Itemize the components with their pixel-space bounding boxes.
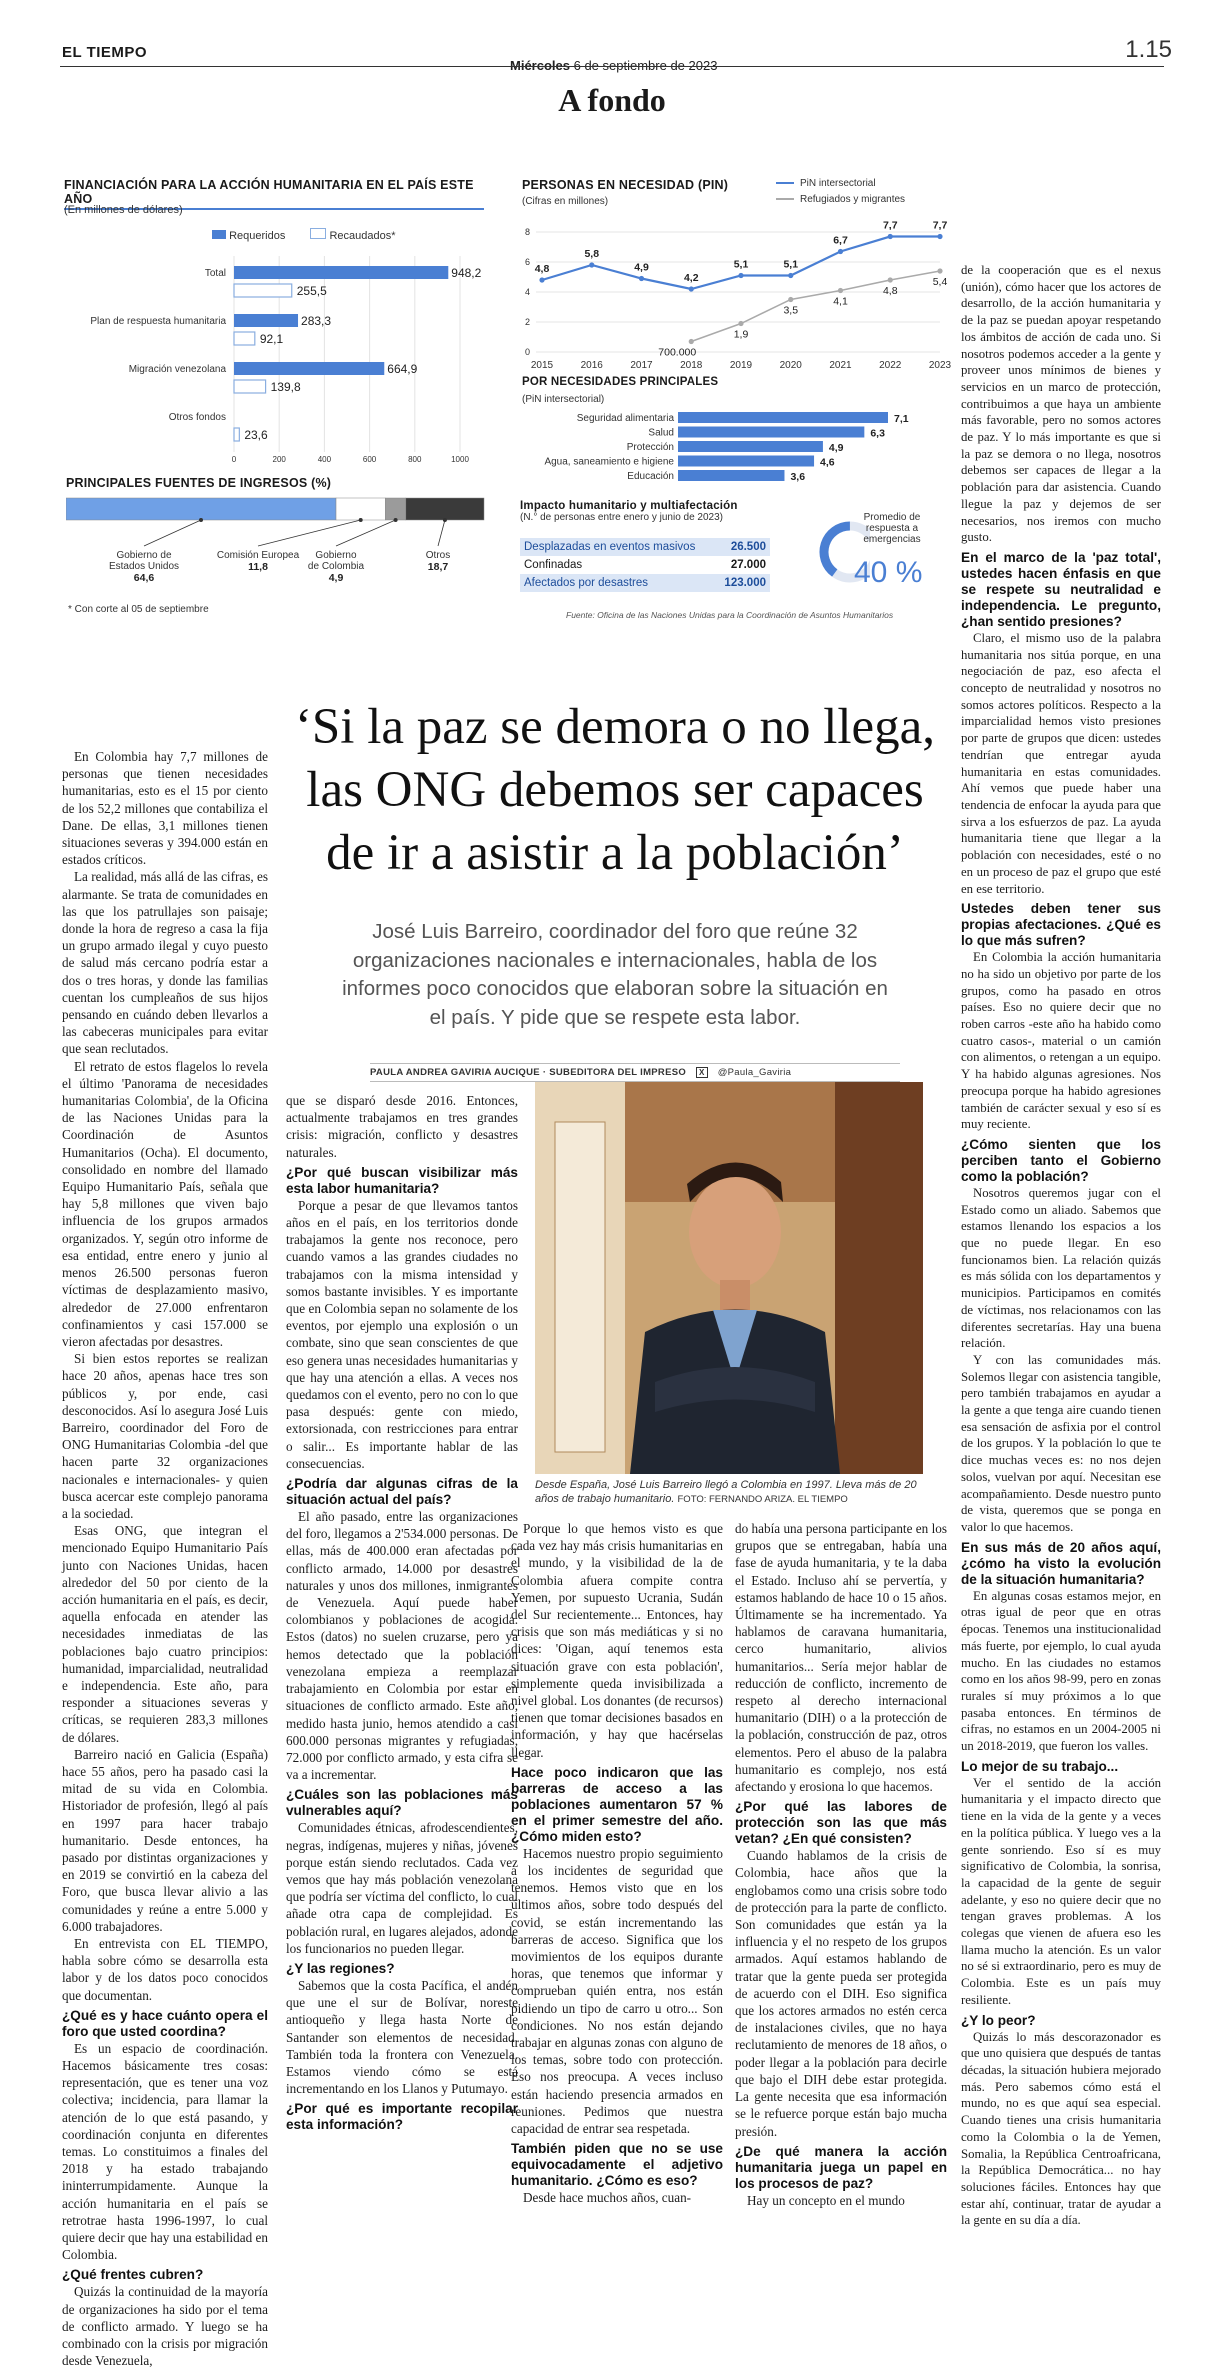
tick-label: 200 xyxy=(272,455,286,464)
article-column-4 xyxy=(735,1520,947,2209)
income-label: Gobierno de xyxy=(116,550,172,561)
need-bar xyxy=(678,412,888,423)
funding-legend xyxy=(212,228,396,242)
question: ¿Y lo peor? xyxy=(961,2012,1036,2028)
tick-label: 1000 xyxy=(451,455,469,464)
y-tick-label: 8 xyxy=(524,227,530,237)
source-note: Fuente: Oficina de las Naciones Unidas para la Coordinación de Asuntos Humanitarios xyxy=(566,610,894,620)
paragraph: Claro, el mismo uso de la palabra humanitaria nos sitúa porque, en una negociación de paz, eso afecta el concepto de neutralidad y nosotros no somos actores políticos. Respecto a la imparcialidad hemos visto presiones por parte de grupos que dicen: ustedes tendrían que entregar ayuda humanitaria en estas comunidades. Ahí vemos que puede haber una tendencia de enfocar la ayuda para que sirva a los esfuerzos de paz. La ayuda humanitaria tiene que llegar a la población con necesidades, esté o no en un proceso de paz el grupo que esté en ese territorio. xyxy=(961,630,1161,896)
legend-migr xyxy=(776,192,905,208)
data-label: 4,8 xyxy=(534,263,550,275)
y-tick-label: 4 xyxy=(524,287,530,297)
data-point xyxy=(738,321,743,326)
data-point xyxy=(689,286,694,291)
question: ¿Por qué buscan visibilizar más esta labor humanitaria? xyxy=(286,1164,518,1196)
data-point xyxy=(888,234,893,239)
paragraph: En entrevista con EL TIEMPO, habla sobre cómo se desarrolla esta labor y de los datos poco conocidos que documentan. xyxy=(62,1936,268,2003)
question: En sus más de 20 años aquí, ¿cómo ha visto la evolución de la situación humanitaria? xyxy=(961,1539,1161,1587)
x-tick-label: 2015 xyxy=(530,360,554,371)
data-label: 3,6 xyxy=(790,471,806,483)
data-point xyxy=(937,268,942,273)
pin-subtitle: (Cifras en millones) xyxy=(522,196,609,207)
income-label: Estados Unidos xyxy=(108,561,180,572)
funding-subtitle: (En millones de dólares) xyxy=(64,204,183,216)
x-tick-label: 2022 xyxy=(879,360,902,371)
caption-text: Desde España, José Luis Barreiro llegó a Colombia en 1997. Lleva más de 20 años de trabajo humanitario. xyxy=(535,1479,917,1505)
x-tick-label: 2019 xyxy=(729,360,753,371)
question: ¿Qué frentes cubren? xyxy=(62,2267,204,2283)
pin-title: PERSONAS EN NECESIDAD (PIN) xyxy=(522,178,729,192)
byline-author: PAULA ANDREA GAVIRIA AUCIQUE · SUBEDITORA DEL IMPRESO xyxy=(370,1067,687,1078)
data-label: 92,1 xyxy=(259,332,284,346)
series-line xyxy=(691,271,940,342)
leader-line xyxy=(438,520,445,546)
date-rest: 6 de septiembre de 2023 xyxy=(573,58,718,73)
need-bar xyxy=(678,427,864,438)
x-tick-label: 2021 xyxy=(829,360,852,371)
funding-title: FINANCIACIÓN PARA LA ACCIÓN HUMANITARIA EN EL PAÍS ESTE AÑO xyxy=(64,178,484,210)
bar-recaudados xyxy=(234,284,292,297)
leader-dot xyxy=(199,518,203,522)
data-label: 5,1 xyxy=(783,258,799,271)
question: ¿Y las regiones? xyxy=(286,1960,395,1976)
paragraph: Nosotros queremos jugar con el Estado como un aliado. Sabemos que estamos llenando los espacios a los que no puede llegar. En eso funcionamos bien. La relación quizás es más sólida con los departamentos y municipios. Participamos en comités de víctimas, nos relacionamos con las diferentes secretarías. Hay una buena relación. xyxy=(961,1185,1161,1351)
data-point xyxy=(539,277,544,282)
data-point xyxy=(689,339,694,344)
impact-title: Impacto humanitario y multiafectación xyxy=(520,500,738,512)
income-value: 64,6 xyxy=(133,572,155,584)
data-label: 664,9 xyxy=(387,362,418,376)
income-segment xyxy=(406,498,484,520)
impact-row xyxy=(520,538,770,556)
legend-pin xyxy=(776,176,905,192)
paragraph: Hacemos nuestro propio seguimiento a los incidentes de seguridad que tenemos. Hemos visto que en los últimos años, sobre todo después del covid, se están incrementando las barreras de acceso. Significa que los movimientos de los equipos durante horas, que tenemos que informar y comprueban quién entra, nos están pidiendo un tipo de carro u otro... Son condiciones. No nos están dejando trabajar en algunas zonas con alguno de los temas, sobre todo con protección. Eso nos preocupa. A veces incluso están haciendo presencia armados en reuniones. Pedimos que nuestra capacidad de entrar sea respetada. xyxy=(511,1845,723,2137)
question: Lo mejor de su trabajo... xyxy=(961,1758,1119,1774)
need-label: Educación xyxy=(627,471,674,482)
data-label: 5,8 xyxy=(584,248,600,260)
pin-legend xyxy=(776,176,905,208)
need-bar xyxy=(678,470,784,481)
data-label: 948,2 xyxy=(451,266,482,280)
legend-rec-label: Recaudados* xyxy=(329,230,396,242)
need-bar xyxy=(678,441,823,452)
y-tick-label: 0 xyxy=(524,347,530,357)
data-point xyxy=(589,262,594,267)
question: Hace poco indicaron que las barreras de acceso a las poblaciones aumentaron 57 % en el primer semestre del año. ¿Cómo miden esto? xyxy=(511,1764,723,1844)
category-label: Otros fondos xyxy=(168,412,226,423)
question: En el marco de la 'paz total', ustedes hacen énfasis en que se respete su neutralidad e independencia. Le pregunto, ¿han sentido presiones? xyxy=(961,549,1161,629)
paragraph: do había una persona participante en los grupos que se entregaban, había una fase de ayuda humanitaria, y te la daba el Estado. Incluso ahí se pervertía, y estamos hablando de hace 10 o 15 años. Últimamente se ha incrementado. Ya hablamos de caravana humanitaria, cerco humanitario, alivios humanitarios... Sería mejor hablar de reducción de conflicto, incremento de respeto al derecho internacional humanitario (DIH) o a la protección de la población, construcción de paz, otros elementos. Pero el abuso de la palabra humanitario es complejo, nos está afectando y erosiona lo que hacemos. xyxy=(735,1521,947,1795)
paragraph: Porque lo que hemos visto es que cada vez hay más crisis humanitarias en el mundo, y la visibilidad de la de Colombia afuera compite contra Yemen, por supuesto Ucrania, Sudán del Sur recientemente... Entonces, hay crisis que son más mediáticas y si no dices: 'Oigan, aquí tenemos esta situación grave con esta población', simplemente queda invisibilizada a nivel global. Los donantes (de recursos) tienen que tomar decisiones basados en información, y hay que hacérselas llegar. xyxy=(511,1521,723,1760)
data-label: 7,1 xyxy=(894,413,909,425)
article-column-1 xyxy=(62,748,268,2369)
paragraph: Barreiro nació en Galicia (España) hace 55 años, pero ha pasado casi la mitad de su vida en Colombia. Historiador de profesión, llegó al país en 1997 para hacer trabajo humanitario. Desde entonces, ha pasado por distintas organizaciones y en 2019 se convirtió en la cabeza del Foro, que busca llevar alivio a las comunidades y reúne a entre 5.000 y 6.000 trabajadores. xyxy=(62,1746,268,1934)
byline-handle: @Paula_Gaviria xyxy=(717,1067,792,1078)
data-label: 255,5 xyxy=(296,284,327,298)
impact-row-value: 27.000 xyxy=(730,559,766,571)
data-label: 6,7 xyxy=(833,234,848,247)
paragraph: Quizás lo más descorazonador es que uno quisiera que después de tantas décadas, la situación hubiera mejorado más. Pero sabemos cómo está el mundo, no es que aquí sea especial. Cuando tienes una crisis humanitaria como la Colombia o la de Yemen, Somalia, la República Centroafricana, la República Democrática... no hay soluciones fáciles. Entonces hay que estar ahí, continuar, tratar de ayudar a la gente en su día a día. xyxy=(961,2029,1161,2228)
paragraph: Es un espacio de coordinación. Hacemos básicamente tres cosas: representación, que es tener una voz colectiva; incidencia, para llamar la atención de lo que está pasando, y coordinación conjunta en diferentes temas. Lo constituimos a finales del 2018 y ha estado trabajando ininterrumpidamente. Aunque la acción humanitaria en el país se retrotrae hasta 1996-1997, lo cual quiere decir que hay una estabilidad en Colombia. xyxy=(62,2040,268,2263)
data-label: 4,9 xyxy=(828,442,844,454)
paragraph: de la cooperación que es el nexus (unión), cómo hacer que los actores de desarrollo, de la acción humanitaria y de la paz se puedan apoyar respetando los ámbitos de acción de cada uno. Si nosotros podemos acceder a la gente y proveer unos mínimos de bienes y servicios en un marco de protección, contribuimos a que haya un ambiente más favorable, pero no somos actores de paz. Y lo más importante es que si la paz se demora o no llega, nosotros debemos ser capaces de llegar a la población para dar asistencia. Cuando llegue la paz y dejemos de ser necesarios, nos iremos con mucho gusto. xyxy=(961,263,1161,545)
data-label: 4,9 xyxy=(634,261,649,274)
question: ¿Qué es y hace cuánto opera el foro que usted coordina? xyxy=(62,2007,268,2039)
income-title: PRINCIPALES FUENTES DE INGRESOS (%) xyxy=(66,476,332,490)
funding-footnote: * Con corte al 05 de septiembre xyxy=(68,604,209,615)
question: ¿Por qué las labores de protección son las que más vetan? ¿En qué consisten? xyxy=(735,1799,947,1847)
income-label: Otros xyxy=(425,550,451,561)
data-label: 4,1 xyxy=(833,295,848,308)
data-point xyxy=(788,297,793,302)
x-tick-label: 2018 xyxy=(680,360,703,371)
leader-dot xyxy=(394,518,398,522)
income-chart xyxy=(66,494,496,604)
data-label: 4,6 xyxy=(820,456,835,469)
data-point xyxy=(888,277,893,282)
data-label: 5,4 xyxy=(932,276,948,288)
x-tick-label: 2023 xyxy=(928,360,952,371)
section-title: A fondo xyxy=(558,82,666,118)
bar-requeridos xyxy=(234,362,384,375)
income-segment xyxy=(336,498,385,520)
portrait-photo xyxy=(535,1082,923,1474)
paragraph: El año pasado, entre las organizaciones del foro, llegamos a 2'534.000 personas. De ellas, más de 400.000 eran afectadas por conflicto armado, 14.000 por desastres naturales y unos dos millones, inmigrantes de Venezuela. Aquí puede haber colombianos y poblaciones de acogida. Estos (datos) no suelen cruzarse, pero ya hemos detectado que la población venezolana empieza a reemplazar trabajamiento en Colombia por estar en situaciones de conflicto armado. Este año, medido hasta junio, hemos atendido a casi 600.000 personas migrantes y refugiadas, 72.000 por conflicto armado, y esta cifra se va a incrementar. xyxy=(286,1509,518,1783)
impact-row-value: 123.000 xyxy=(724,577,766,589)
income-label: Gobierno xyxy=(315,550,357,561)
brand-name: EL TIEMPO xyxy=(62,44,148,61)
income-segment xyxy=(66,498,336,520)
income-value: 4,9 xyxy=(328,572,344,584)
byline xyxy=(370,1063,900,1082)
gauge-fill xyxy=(824,526,850,573)
leader-line xyxy=(144,520,201,546)
data-label: 7,7 xyxy=(932,219,948,232)
impact-subtitle: (N.° de personas entre enero y junio de 2023) xyxy=(520,512,724,523)
paragraph: Si bien estos reportes se realizan hace 20 años, apenas hace tres son públicos y, por ende, casi desconocidos. Así lo asegura José Luis Barreiro, coordinador del Foro de ONG Humanitarias Colombia -del que hacen parte 32 organizaciones nacionales e internacionales- y quien busca acercar este complejo panorama a la sociedad. xyxy=(62,1351,268,1521)
gauge-title: Promedio de respuesta a emergencias xyxy=(863,512,921,545)
paragraph: Comunidades étnicas, afrodescendientes, negras, indígenas, mujeres y niñas, jóvenes porque están siendo reclutados. Cada vez vemos que hay más población venezolana que podría ser víctima del conflicto, lo cual añade otra capa de complejidad. Es población rural, en lugares alejados, adonde los funcionarios no pueden llegar. xyxy=(286,1820,518,1956)
paragraph: En algunas cosas estamos mejor, en otras igual de peor que en otras épocas. Tenemos una institucionalidad más fuerte, por ejemplo, lo cual ayuda mucho. En las ciudades no estamos como en los años 98-99, pero en zonas rurales sí muy próximos a lo que pasaba entonces. En términos de cifras, no estamos en un 2004-2005 ni un 2018-2019, que fueron los valles. xyxy=(961,1588,1161,1754)
impact-row xyxy=(520,556,770,574)
paragraph: que se disparó desde 2016. Entonces, actualmente trabajamos en tres grandes crisis: migración, conflicto y desastres naturales. xyxy=(286,1093,518,1160)
photo-caption xyxy=(535,1478,927,1507)
legend-pin-line xyxy=(776,182,794,184)
tick-label: 0 xyxy=(231,455,237,464)
paragraph: Hay un concepto en el mundo xyxy=(747,2192,905,2208)
paragraph: Esas ONG, que integran el mencionado Equipo Humanitario País junto con Naciones Unidas, hacen alrededor del 50 por ciento de la acción humanitaria en el país, es decir, aquella enfocada en atender las necesidades inmediatas de las poblaciones bajo cuatro principios: humanidad, imparcialidad, neutralidad e independencia. Este año, para responder a situaciones severas y críticas, se requieren 283,3 millones de dólares. xyxy=(62,1523,268,1745)
category-label: Plan de respuesta humanitaria xyxy=(90,316,226,327)
page-number: 1.15 xyxy=(1125,36,1172,63)
legend-migr-line xyxy=(776,198,794,200)
bar-recaudados xyxy=(234,428,239,441)
bar-recaudados xyxy=(234,332,255,345)
gauge-value: 40 % xyxy=(854,556,923,589)
data-point xyxy=(937,234,942,239)
legend-rec-swatch xyxy=(310,228,326,239)
data-label: 283,3 xyxy=(301,314,332,328)
data-label: 4,8 xyxy=(882,285,898,297)
headline: ‘Si la paz se demora o no llega, las ONG debemos ser capaces de ir a asistir a la población’ xyxy=(294,699,936,881)
category-label: Total xyxy=(204,268,226,279)
pin-chart xyxy=(520,212,960,372)
data-point xyxy=(838,288,843,293)
data-label: 4,2 xyxy=(683,272,699,284)
paragraph: Y con las comunidades más. Solemos llegar con asistencia tangible, pero también trabajamos en ayudar a la gente a que tenga aire cuando tienen esa sensación de asfixia por el control de los grupos. Y la población lo que te dice muchas veces es: no nos dejen solos, vuelvan por aquí. Necesitan ese acompañamiento. Desde nuestro punto de vista, queremos que se ponga en valor lo que hacemos. xyxy=(961,1352,1161,1534)
paragraph: Porque a pesar de que llevamos tantos años en el país, en los territorios donde trabajamos la gente nos reconoce, pero cuando vamos a las grandes ciudades no trabajamos con la misma intensidad y somos bastante invisibles. Y es importante que en Colombia sepan no solamente de los eventos, por ejemplo una explosión o un combate, sino que sean conscientes de que eso genera unas necesidades humanitarias y que hay una atención a ellas. A veces nos quedamos con el evento, pero no con lo que pasa después: gente con miedo, extorsionada, con restricciones para entrar o salir... Es importante hablar de las consecuencias. xyxy=(286,1197,518,1471)
x-tick-label: 2020 xyxy=(779,360,802,371)
data-point xyxy=(838,249,843,254)
paragraph: Desde hace muchos años, cuan- xyxy=(523,2190,692,2206)
impact-row-label: Confinadas xyxy=(524,559,583,571)
need-label: Agua, saneamiento e higiene xyxy=(544,456,674,468)
question: Ustedes deben tener sus propias afectaciones. ¿Qué es lo que más sufren? xyxy=(961,901,1161,949)
data-label: 5,1 xyxy=(733,258,749,271)
data-label: 139,8 xyxy=(270,380,301,394)
impact-row-label: Afectados por desastres xyxy=(524,577,649,589)
bar-requeridos xyxy=(234,314,298,327)
income-value: 18,7 xyxy=(427,561,449,573)
data-point xyxy=(788,273,793,278)
question: ¿Podría dar algunas cifras de la situación actual del país? xyxy=(286,1476,518,1508)
data-point xyxy=(738,273,743,278)
header-rule xyxy=(60,66,1164,67)
need-bar xyxy=(678,456,814,467)
question: ¿Cómo sienten que los perciben tanto el Gobierno como la población? xyxy=(961,1136,1161,1184)
y-tick-label: 2 xyxy=(524,317,530,327)
paragraph: Ver el sentido de la acción humanitaria y el impacto directo que tiene en la vida de la gente y a veces en la política pública. Y luego ves a la gente sonriendo. Eso sí es muy significativo de Colombia, la sonrisa, la capacidad de la gente de seguir adelante, y eso no quiere decir que no tengan graves problemas. A los colegas que vienen de afuera eso les llama mucho la atención. Es un valor no sé si extraordinario, pero es muy de Colombia. Este es un país muy resiliente. xyxy=(961,1775,1161,2007)
category-label: Migración venezolana xyxy=(128,364,226,375)
need-label: Protección xyxy=(626,442,674,453)
caption-credit: FOTO: FERNANDO ARIZA. EL TIEMPO xyxy=(677,1494,848,1505)
data-label: 6,3 xyxy=(870,427,885,440)
article-column-2 xyxy=(286,1092,518,2133)
legend-pin-label: PiN intersectorial xyxy=(800,178,876,189)
impact-row-label: Desplazadas en eventos masivos xyxy=(524,541,696,553)
x-tick-label: 2017 xyxy=(630,360,653,371)
income-segment xyxy=(385,498,405,520)
paragraph: El retrato de estos flagelos lo revela el último 'Panorama de necesidades humanitarias Colombia', de la Oficina de las Naciones Unidas para la Coordinación de Asuntos Humanitarios (Ocha). El documento, consolidado en nombre del llamado Equipo Humanitario País, señala que hay 5,8 millones que viven bajo influencia de los grupos armados organizados. Y, según otro informe de esa entidad, entre enero y junio al menos 26.500 personas fueron víctimas de desplazamiento masivo, alrededor de 27.000 enfrentaron confinamientos y casi 157.000 se vieron afectadas por desastres. xyxy=(62,1058,268,1349)
tick-label: 600 xyxy=(362,455,377,464)
funding-chart xyxy=(60,246,500,466)
bar-recaudados xyxy=(234,380,266,393)
legend-migr-label: Refugiados y migrantes xyxy=(800,194,906,205)
data-label: 23,6 xyxy=(244,428,268,442)
impact-rows xyxy=(520,538,770,592)
data-point xyxy=(639,276,644,281)
data-label: 3,5 xyxy=(783,304,799,317)
income-label: de Colombia xyxy=(307,561,365,572)
need-label: Seguridad alimentaria xyxy=(576,413,674,424)
paragraph: Quizás la continuidad de la mayoría de organizaciones ha sido por el tema de conflicto armado. Y luego se ha combinado con la crisis por migración desde Venezuela, xyxy=(62,2284,268,2369)
paragraph: Cuando hablamos de la crisis de Colombia, hace años que la englobamos como una crisis sobre todo de protección para la parte de conflicto. Son comunidades que están ya la influencia y el no respeto de los grupos armados. Aquí estamos hablando de tratar que la gente pueda ser protegida de acuerdo con el DIH. Eso significa que los actores armados no estén cerca de instalaciones civiles, que no haya reclutamiento de menores de 18 años, o poder llegar a la población para decirle que bajo el DIH debe estar protegida. La gente necesita que esa información se le refuerce porque están bajo mucha presión. xyxy=(735,1848,947,2139)
paragraph: En Colombia hay 7,7 millones de personas que tienen necesidades humanitarias, esto es el 15 por ciento de los 52,2 millones que contabiliza el Dane. De ellas, 3,1 millones tienen situaciones severas y 394.000 están en estados críticos. xyxy=(62,749,268,868)
question: ¿Por qué es importante recopilar esta información? xyxy=(286,2101,518,2133)
y-tick-label: 6 xyxy=(524,257,530,267)
need-label: Salud xyxy=(648,427,674,439)
article-column-5 xyxy=(961,262,1161,2229)
paragraph: En Colombia la acción humanitaria no ha sido un objetivo por parte de los grupos, como ha pasado en otros países. Eso no quiere decir que no roben carros -este año ha habido como cuatro casos-, material o un camión con alimentos, o retengan a un equipo. Y ha habido algunas agresiones. Nos preocupa porque ha habido agresiones también de carácter sexual y eso sí es muy reciente. xyxy=(961,950,1161,1132)
paragraph: La realidad, más allá de las cifras, es alarmante. Se trata de comunidades en las que los patrullajes son paisaje; donde la hora de regreso a casa la fija un grupo armado ilegal y cuyo puesto de salud más cercano podría estar a dos o tres horas, y donde las familias cuentan los cumpleaños de sus hijos pensando en cuándo deben llevarlos a las cabeceras municipales para evitar que sean reclutados. xyxy=(62,869,268,1057)
income-value: 11,8 xyxy=(248,561,268,573)
leader-dot xyxy=(443,518,447,522)
impact-row xyxy=(520,574,770,592)
article-column-3 xyxy=(511,1520,723,2207)
legend-req-swatch xyxy=(212,230,226,239)
leader-dot xyxy=(359,518,363,522)
bar-requeridos xyxy=(234,266,448,279)
needs-subtitle: (PiN intersectorial) xyxy=(522,394,605,405)
needs-title: POR NECESIDADES PRINCIPALES xyxy=(522,376,719,388)
question: ¿De qué manera la acción humanitaria juega un papel en los procesos de paz? xyxy=(735,2143,947,2191)
tick-label: 800 xyxy=(408,455,422,464)
data-label: 7,7 xyxy=(882,219,898,232)
tick-label: 400 xyxy=(317,455,332,464)
date-day: Miércoles xyxy=(510,58,570,73)
x-icon: X xyxy=(696,1067,708,1078)
question: También piden que no se use equivocadamente el adjetivo humanitario. ¿Cómo es eso? xyxy=(511,2141,723,2189)
data-label: 1,9 xyxy=(733,328,749,341)
income-label: Comisión Europea xyxy=(216,550,300,561)
legend-req-label: Requeridos xyxy=(229,230,286,242)
needs-chart xyxy=(520,408,960,488)
data-label: 700.000 xyxy=(658,346,697,359)
impact-row-value: 26.500 xyxy=(730,541,766,553)
paragraph: Sabemos que la costa Pacífica, el andén que une el sur de Bolívar, noreste antioqueño y llega hasta Norte de Santander son elementos de necesidad. También toda la frontera con Venezuela. Estamos viendo cómo se está incrementando en los Llanos y Putumayo. xyxy=(286,1977,518,2097)
deck: José Luis Barreiro, coordinador del foro que reúne 32 organizaciones nacionales e internacionales, habla de los informes poco conocidos que elaboran sobre la situación en el país. Y pide que se respete esta labor. xyxy=(342,920,888,1029)
x-tick-label: 2016 xyxy=(580,360,603,371)
question: ¿Cuáles son las poblaciones más vulnerables aquí? xyxy=(286,1787,518,1819)
